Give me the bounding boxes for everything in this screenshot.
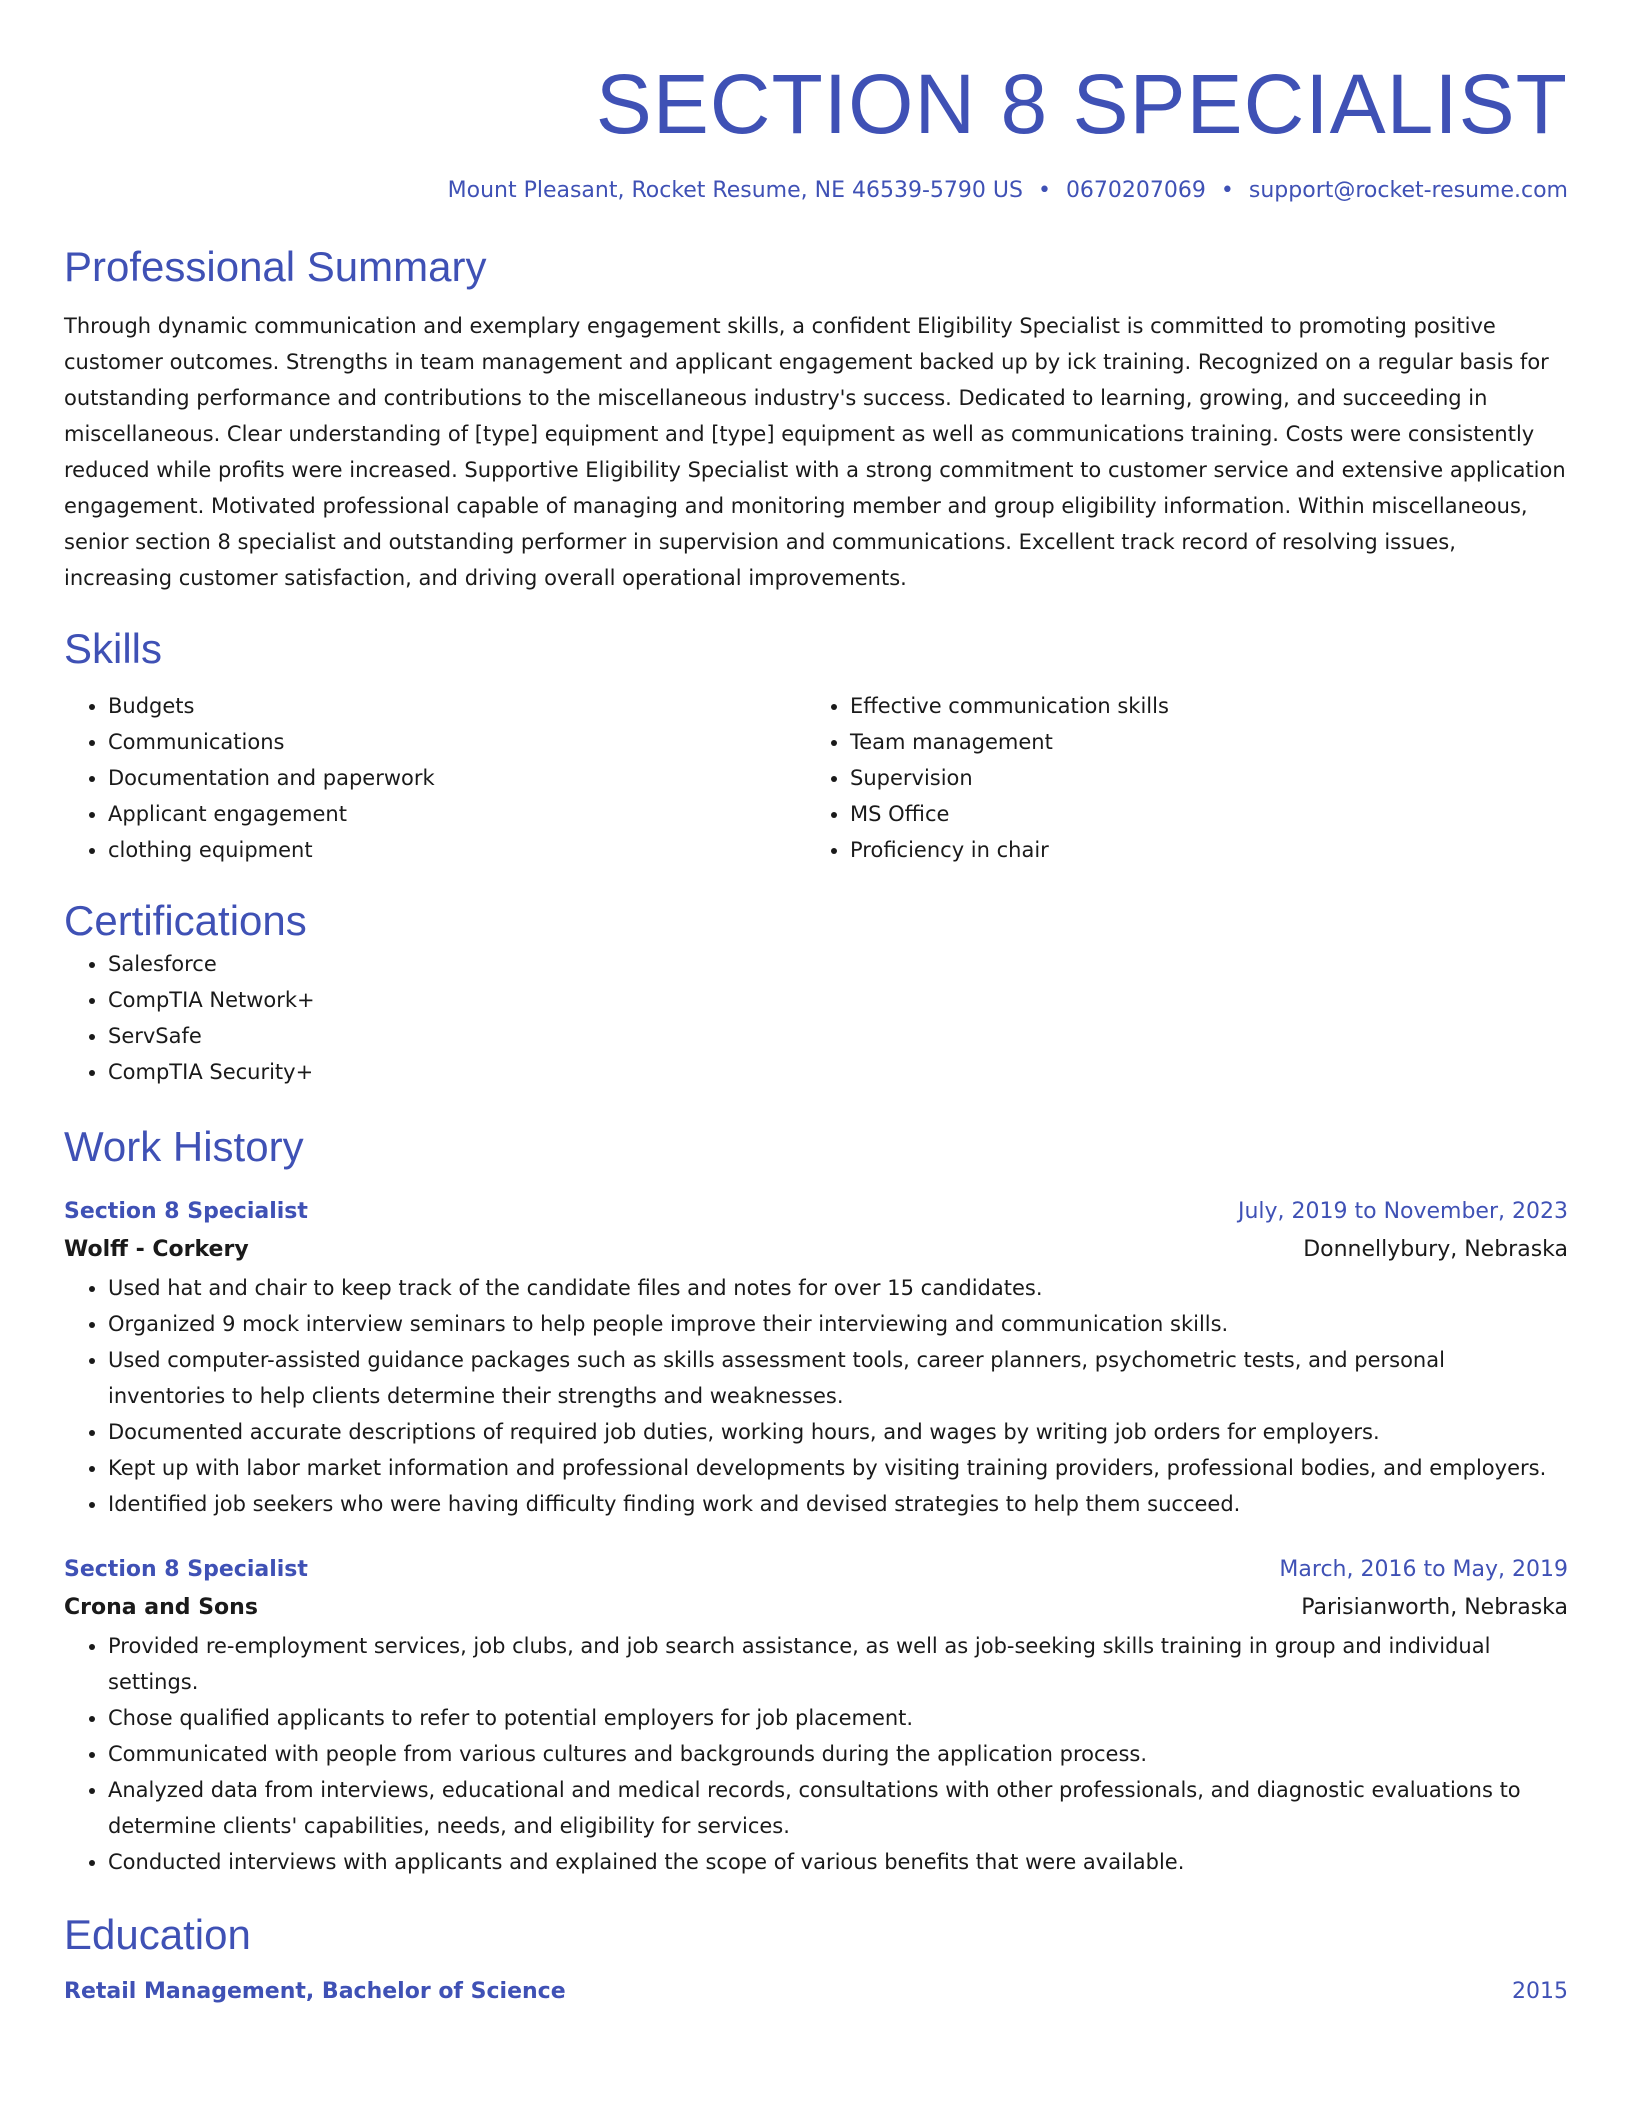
job-duty-item: • Chose qualified applicants to refer to potential employers for job placement. xyxy=(108,1700,1568,1736)
job-duty-item: • Analyzed data from interviews, educational and medical records, consultations with other professionals, and diagnostic evaluations to determine clients' capabilities, needs, and eligibility for services. xyxy=(108,1772,1568,1844)
section-title-work-history: Work History xyxy=(64,1123,304,1170)
section-title-skills: Skills xyxy=(64,625,163,672)
job-header-row xyxy=(64,1552,1568,1588)
job-dates: July, 2019 to November, 2023 xyxy=(1237,1199,1568,1224)
contact-email[interactable]: support@rocket-resume.com xyxy=(1248,178,1568,203)
contact-separator: • xyxy=(1037,178,1051,203)
job-duty-item: • Provided re-employment services, job clubs, and job search assistance, as well as job-seeking skills training in group and individual settings. xyxy=(108,1628,1568,1700)
job-employer-row xyxy=(64,1230,1568,1270)
education-year: 2015 xyxy=(1512,1979,1568,2004)
job-title: Section 8 Specialist xyxy=(64,1199,308,1224)
skill-item: • Effective communication skills xyxy=(850,688,1548,724)
job-duty-item: • Organized 9 mock interview seminars to help people improve their interviewing and communication skills. xyxy=(108,1306,1568,1342)
job-duty-item: • Identified job seekers who were having difficulty finding work and devised strategies to help them succeed. xyxy=(108,1486,1568,1522)
contact-separator: • xyxy=(1220,178,1234,203)
skills-column-right xyxy=(806,688,1548,868)
job-header-row xyxy=(64,1194,1568,1230)
job-location: Parisianworth, Nebraska xyxy=(1301,1595,1568,1620)
skills-list-left xyxy=(64,688,806,868)
section-title-certifications: Certifications xyxy=(64,897,307,944)
skill-item: • Communications xyxy=(108,724,806,760)
contact-address: Mount Pleasant, Rocket Resume, NE 46539-5790 US xyxy=(447,178,1023,203)
job-location: Donnellybury, Nebraska xyxy=(1303,1237,1568,1262)
job-duties-list xyxy=(64,1628,1568,1880)
skill-item: • Team management xyxy=(850,724,1548,760)
summary-text: Through dynamic communication and exemplary engagement skills, a confident Eligibility Specialist is committed to promoting positive customer outcomes. Strengths in team management and applicant engagement backed up by ick training. Recognized on a regular basis for outstanding performance and contributions to the miscellaneous industry's success. Dedicated to learning, growing, and succeeding in miscellaneous. Clear understanding of [type] equipment and [type] equipment as well as communications training. Costs were consistently reduced while profits were increased. Supportive Eligibility Specialist with a strong commitment to customer service and extensive application engagement. Motivated professional capable of managing and monitoring member and group eligibility information. Within miscellaneous, senior section 8 specialist and outstanding performer in supervision and communications. Excellent track record of resolving issues, increasing customer satisfaction, and driving overall operational improvements. xyxy=(64,314,1566,590)
resume-header xyxy=(64,0,1568,206)
skills-list-right xyxy=(806,688,1548,868)
skill-item: • Supervision xyxy=(850,760,1548,796)
certification-item: • Salesforce xyxy=(108,946,1568,982)
job-title: Section 8 Specialist xyxy=(64,1557,308,1582)
job-dates: March, 2016 to May, 2019 xyxy=(1279,1557,1568,1582)
skill-item: • Applicant engagement xyxy=(108,796,806,832)
job-company: Crona and Sons xyxy=(64,1595,258,1620)
certifications-section xyxy=(64,896,1568,1090)
skill-item: • MS Office xyxy=(850,796,1548,832)
work-history-section xyxy=(64,1122,1568,1880)
job-duty-item: • Conducted interviews with applicants and explained the scope of various benefits that were available. xyxy=(108,1844,1568,1880)
job-duty-item: • Kept up with labor market information and professional developments by visiting training providers, professional bodies, and employers. xyxy=(108,1450,1568,1486)
candidate-name: SECTION 8 SPECIALIST xyxy=(595,57,1568,151)
skill-item: • Proficiency in chair xyxy=(850,832,1548,868)
education-degree: Retail Management, Bachelor of Science xyxy=(64,1979,566,2004)
job-company: Wolff - Corkery xyxy=(64,1237,249,1262)
skills-section xyxy=(64,624,1568,868)
job-duty-item: • Communicated with people from various cultures and backgrounds during the application process. xyxy=(108,1736,1568,1772)
certifications-list xyxy=(64,946,1568,1090)
skill-item: • Documentation and paperwork xyxy=(108,760,806,796)
job-employer-row xyxy=(64,1588,1568,1628)
education-entry xyxy=(64,1974,1568,2010)
job-entry xyxy=(64,1552,1568,1880)
skills-grid xyxy=(64,688,1568,868)
section-title-education: Education xyxy=(64,1911,251,1958)
contact-phone: 0670207069 xyxy=(1065,178,1206,203)
skill-item: • Budgets xyxy=(108,688,806,724)
contact-line xyxy=(64,176,1568,206)
job-duties-list xyxy=(64,1270,1568,1522)
certification-item: • CompTIA Security+ xyxy=(108,1054,1568,1090)
job-duty-item: • Used computer-assisted guidance packages such as skills assessment tools, career planners, psychometric tests, and personal inventories to help clients determine their strengths and weaknesses. xyxy=(108,1342,1568,1414)
certification-item: • ServSafe xyxy=(108,1018,1568,1054)
job-duty-item: • Used hat and chair to keep track of the candidate files and notes for over 15 candidates. xyxy=(108,1270,1568,1306)
skills-column-left xyxy=(64,688,806,868)
professional-summary-section xyxy=(64,242,1568,596)
skill-item: • clothing equipment xyxy=(108,832,806,868)
job-duty-item: • Documented accurate descriptions of required job duties, working hours, and wages by writing job orders for employers. xyxy=(108,1414,1568,1450)
certification-item: • CompTIA Network+ xyxy=(108,982,1568,1018)
job-entry xyxy=(64,1194,1568,1522)
education-section xyxy=(64,1910,1568,2010)
section-title-summary: Professional Summary xyxy=(64,243,487,290)
